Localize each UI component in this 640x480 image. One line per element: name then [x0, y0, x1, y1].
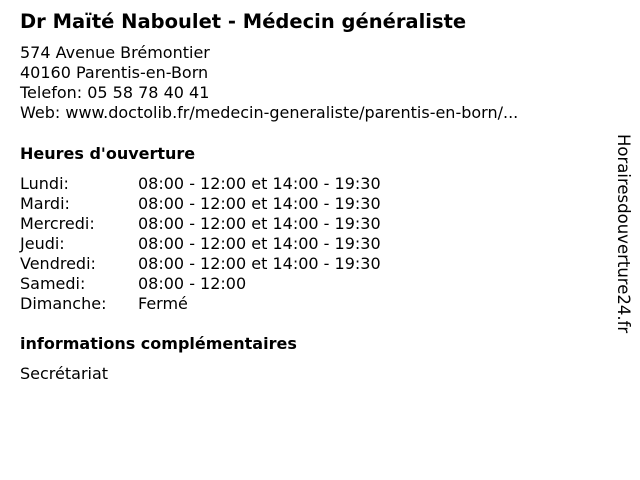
time-range: 08:00 - 12:00 et 14:00 - 19:30: [138, 214, 381, 233]
day-label: Mardi:: [20, 194, 70, 213]
time-range: Fermé: [138, 294, 188, 313]
opening-hours-heading: Heures d'ouverture: [20, 144, 196, 163]
day-label: Mercredi:: [20, 214, 95, 233]
time-range: 08:00 - 12:00 et 14:00 - 19:30: [138, 234, 381, 253]
day-label: Vendredi:: [20, 254, 96, 273]
page-title: Dr Maïté Naboulet - Médecin généraliste: [20, 10, 467, 33]
additional-info-heading: informations complémentaires: [20, 334, 297, 353]
watermark-text: Horairesdouverture24.fr: [614, 134, 633, 334]
hours-row-sunday: [20, 294, 440, 314]
hours-row-thursday: [20, 234, 440, 254]
address-block: [20, 43, 518, 123]
day-label: Jeudi:: [20, 234, 65, 253]
time-range: 08:00 - 12:00 et 14:00 - 19:30: [138, 174, 381, 193]
watermark: [611, 134, 635, 374]
time-range: 08:00 - 12:00 et 14:00 - 19:30: [138, 254, 381, 273]
hours-row-monday: [20, 174, 440, 194]
website-link[interactable]: Web: www.doctolib.fr/medecin-generaliste/parentis-en-born/...: [20, 103, 519, 122]
hours-row-saturday: [20, 274, 440, 294]
phone-number: Telefon: 05 58 78 40 41: [20, 83, 210, 102]
city-address: 40160 Parentis-en-Born: [20, 63, 209, 82]
time-range: 08:00 - 12:00 et 14:00 - 19:30: [138, 194, 381, 213]
time-range: 08:00 - 12:00: [138, 274, 247, 293]
hours-row-wednesday: [20, 214, 440, 234]
street-address: 574 Avenue Brémontier: [20, 43, 210, 62]
additional-info-text: Secrétariat: [20, 364, 109, 383]
day-label: Samedi:: [20, 274, 86, 293]
hours-row-friday: [20, 254, 440, 274]
opening-hours-table: [20, 174, 440, 314]
day-label: Lundi:: [20, 174, 69, 193]
hours-row-tuesday: [20, 194, 440, 214]
day-label: Dimanche:: [20, 294, 107, 313]
